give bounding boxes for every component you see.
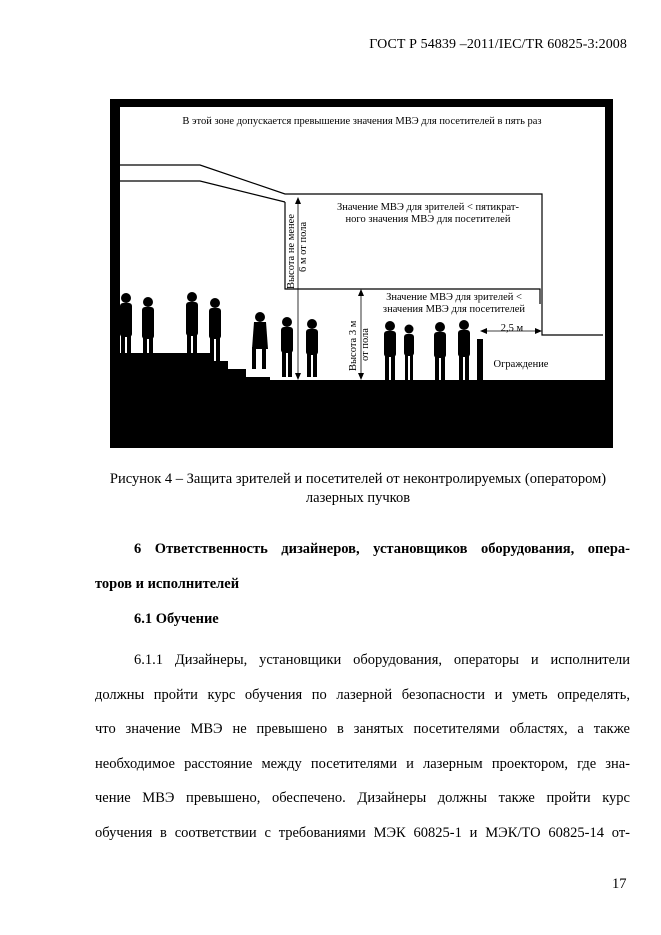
section-title-line-2: торов и исполнителей: [95, 576, 240, 592]
subsection-title: 6.1 Обучение: [134, 611, 219, 627]
mid-zone-label-1: Значение МВЭ для зрителей < пятикрат-: [337, 202, 519, 213]
top-zone-label: В этой зоне допускается превышение значения МВЭ для посетителей в пять раз: [182, 116, 542, 127]
fence-label: Ограждение: [493, 359, 549, 370]
figure-caption: [80, 470, 636, 508]
document-header: ГОСТ Р 54839 –2011/IEC/TR 60825-3:2008: [369, 37, 627, 52]
caption-line-1: Рисунок 4 – Защита зрителей и посетителей от неконтролируемых (оператором): [109, 471, 607, 487]
distance-label: 2,5 м: [500, 323, 524, 334]
caption-line-2: лазерных пучков: [305, 490, 411, 506]
figure-laser-protection-diagram: [110, 99, 613, 448]
body-line-6: обучения в соответствии с требованиями МЭК 60825-1 и МЭК/ТО 60825-14 от-: [95, 824, 630, 841]
body-line-1: 6.1.1 Дизайнеры, установщики оборудования, операторы и исполнители: [134, 652, 630, 668]
body-paragraph: [95, 643, 630, 850]
low-zone-label-1: Значение МВЭ для зрителей <: [386, 292, 522, 303]
body-line-2: должны пройти курс обучения по лазерной безопасности и уметь определять,: [95, 686, 630, 703]
diagram-svg: [110, 99, 613, 448]
height6-label-1: Высота не менее: [286, 214, 297, 289]
height6-label-2: 6 м от пола: [298, 221, 309, 272]
body-line-5: чение МВЭ превышено, обеспечено. Дизайнеры должны также пройти курс: [95, 790, 630, 806]
height3-label-2: от пола: [360, 328, 371, 361]
height3-label-1: Высота 3 м: [348, 320, 359, 371]
body-line-3: что значение МВЭ не превышено в занятых посетителями областях, а также: [95, 721, 630, 737]
section-title-line-1: 6 Ответственность дизайнеров, установщиков оборудования, опера-: [134, 541, 630, 557]
low-zone-label-2: значения МВЭ для посетителей: [382, 304, 526, 315]
page-number: 17: [612, 876, 627, 892]
fence-post: [477, 339, 483, 380]
mid-zone-label-2: ного значения МВЭ для посетителей: [345, 214, 511, 225]
body-line-4: необходимое расстояние между посетителями и лазерным проектором, где зна-: [95, 755, 630, 772]
